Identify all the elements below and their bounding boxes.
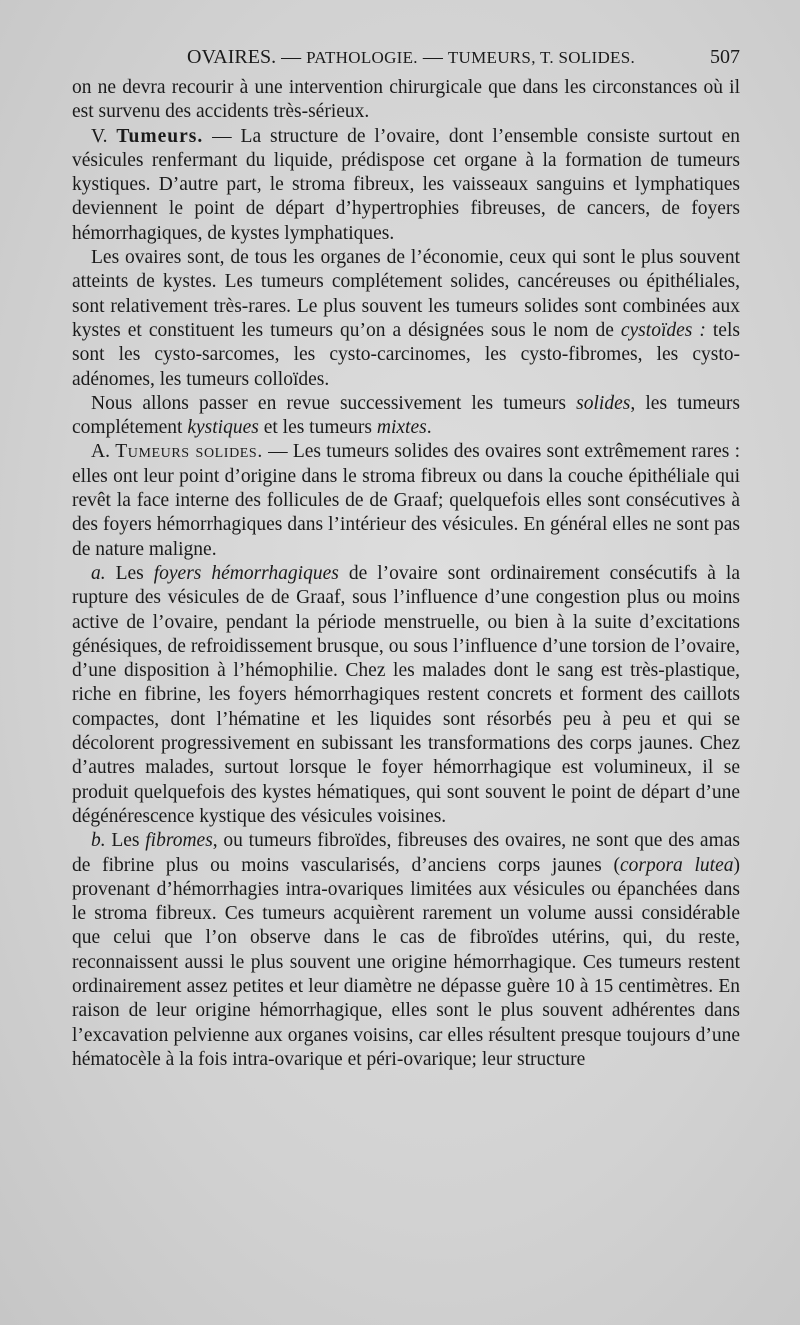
italic-term: solides (576, 392, 631, 414)
paragraph-text: Les (105, 562, 154, 584)
paragraph-text: et les tumeurs (258, 417, 377, 439)
paragraph-text: Les ovaires sont, de tous les organes de l’économie, ceux qui sont le plus souvent atteints de kystes. Les tumeurs complétement solides, cancéreuses ou épithéliales, sont relativement très-rares. Le plus souvent les tumeurs solides sont combinées aux kystes et constituent les tumeurs qu’on a désignées sous le nom de (72, 247, 740, 341)
body-text (72, 76, 740, 1072)
paragraph-text: Nous allons passer en revue successivement les tumeurs (91, 392, 577, 414)
paragraph-text: on ne devra recourir à une intervention chirurgicale que dans les circonstances où il est survenu des accidents très-sérieux. (72, 77, 740, 123)
italic-term: fibromes (145, 830, 213, 852)
running-header (72, 40, 740, 72)
paragraph-text: — Les tumeurs solides des ovaires sont extrêmement rares : elles ont leur point d’origine dans le stroma fibreux ou dans la couche épithéliale qui revêt la face interne des follicules de de Graaf; quelquefois elles sont consécutives à des foyers hémorrhagiques dans l’intérieur des vésicules. En général elles ne sont pas de nature maligne. (72, 441, 740, 560)
paragraph-text: , ou tumeurs fibroïdes, fibreuses des ovaires, ne sont que des amas de fibrine plus ou moins vascularisés, d’anciens corps jaunes ( (72, 830, 741, 876)
italic-term: foyers hémorrhagiques (153, 562, 339, 584)
paragraph-foyers (72, 562, 740, 829)
italic-term: kystiques (187, 417, 259, 439)
paragraph-text: tels sont les cysto-sarcomes, les cysto-carcinomes, les cysto-fibromes, les cysto-adénomes, les tumeurs colloïdes. (72, 319, 740, 390)
header-left (187, 46, 635, 69)
item-label: b. (91, 830, 106, 852)
header-subsection: TUMEURS, T. SOLIDES. (447, 48, 636, 67)
header-separator: — (422, 46, 443, 68)
paragraph-text: — La structure de l’ovaire, dont l’ensemble consiste surtout en vésicules renfermant du liquide, prédispose cet organe à la formation de tumeurs kystiques. D’autre part, le stroma fibreux, les vaisseaux sanguins et lymphatiques deviennent le point de départ d’hypertrophies fibreuses, de cancers, de foyers hémorrhagiques, de kystes lymphatiques. (72, 125, 740, 244)
subsection-heading: Tumeurs solides. (115, 441, 263, 463)
paragraph-text: de l’ovaire sont ordinairement consécutifs à la rupture des vésicules de de Graaf, sous l’influence d’une congestion plus ou moins active de l’ovaire, pendant la période menstruelle, ou bien à la suite d’excitations génésiques, de refroidissement brusque, ou sous l’influence d’une torsion de l’ovaire, d’une disposition à l’hémophilie. Chez les malades dont le sang est très-plastique, riche en fibrine, les foyers hémorrhagiques restent concrets et forment des caillots compactes, dont l’hématine et les liquides sont résorbés peu à peu et qui se décolorent progressivement en subissant les transformations des corps jaunes. Chez d’autres malades, surtout lorsque le foyer hémorrhagique est volumineux, il se produit quelquefois des kystes hématiques, qui sont souvent le point de départ d’une dégénérescence kystique des vésicules voisines. (72, 562, 741, 827)
italic-term: mixtes (376, 417, 427, 439)
page-number: 507 (710, 46, 740, 68)
section-heading: Tumeurs. (116, 125, 204, 147)
paragraph-tumeurs-solides (72, 440, 740, 561)
paragraph-text: ) provenant d’hémorrhagies intra-ovariques limitées aux vésicules ou épanchées dans le stroma fibreux. Ces tumeurs acquièrent rarement un volume aussi considérable que celui que l’on observe dans le cas de fibroïdes utérins, qui, du reste, reconnaissent aussi le plus souvent une origine hémorrhagique. Ces tumeurs restent ordinairement assez petites et leur diamètre ne dépasse guère 10 à 15 centimètres. En raison de leur origine hémorrhagique, elles sont le plus souvent adhérentes dans l’excavation pelvienne aux organes voisins, car elles résultent presque toujours d’une hématocèle à la fois intra-ovarique et péri-ovarique; leur structure (72, 854, 741, 1070)
paragraph-tumeurs (72, 125, 740, 246)
paragraph-text: Les (105, 830, 146, 852)
item-label: a. (91, 562, 106, 584)
paragraph-text: . (426, 417, 432, 439)
paragraph-fibromes (72, 829, 740, 1072)
italic-term: cystoïdes : (620, 319, 706, 341)
header-section: PATHOLOGIE. (306, 48, 418, 67)
paragraph-kystes (72, 246, 740, 392)
italic-term: corpora lutea (619, 854, 734, 876)
header-separator: — (281, 46, 302, 68)
paragraph-overview (72, 392, 740, 441)
section-label: V. (91, 125, 108, 147)
header-title: OVAIRES. (187, 46, 277, 68)
subsection-label: A. (91, 441, 110, 463)
paragraph-continuation (72, 76, 740, 125)
paragraph-text: , les tumeurs complétement (72, 392, 741, 439)
